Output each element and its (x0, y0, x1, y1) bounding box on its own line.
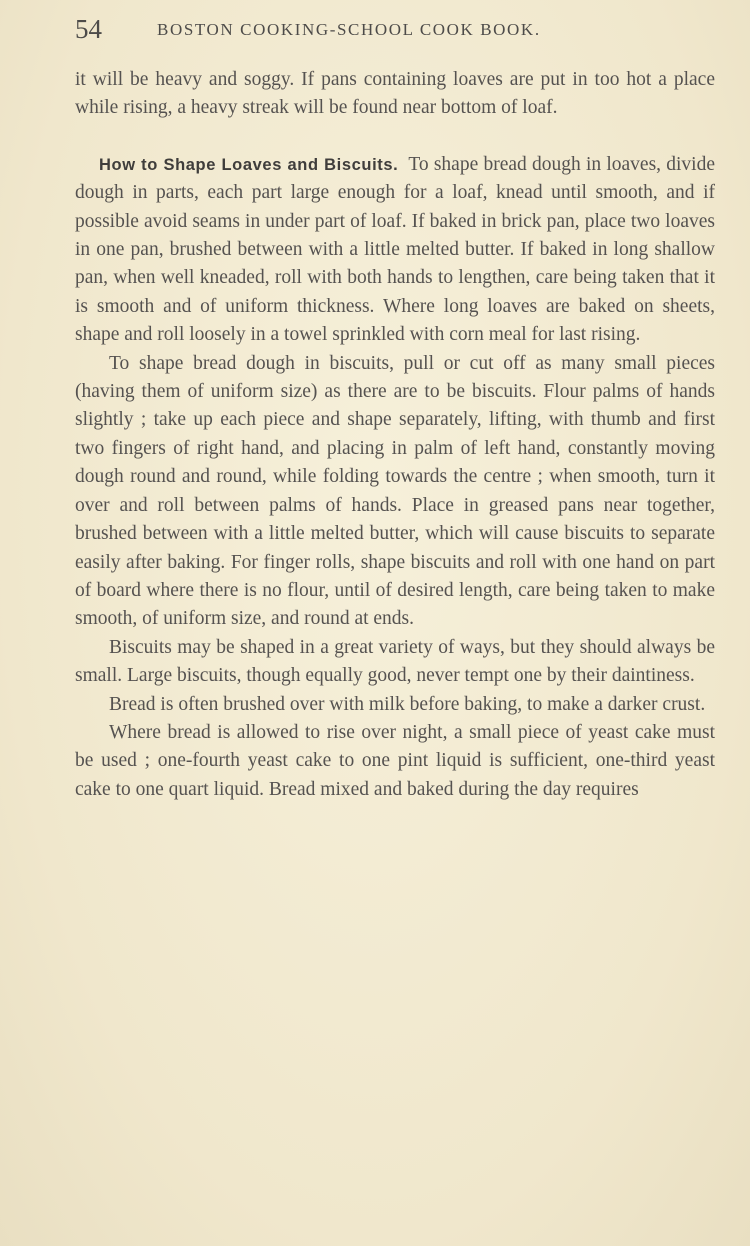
paragraph-rise-overnight: Where bread is allowed to rise over night, a small piece of yeast cake must be used ; one-fourth yeast cake to one pint liquid is sufficient, one-third yeast cake to one quart liquid. Bread mixed and baked during the day requires (75, 721, 715, 800)
paragraph-shape-loaves-text: To shape bread dough in loaves, divide dough in parts, each part large enough for a loaf, knead until smooth, and if possible avoid seams in under part of loaf. If baked in brick pan, place two loaves in one pan, brushed between with a little melted butter. If baked in long shallow pan, when well kneaded, roll with both hands to lengthen, care being taken that it is smooth and of uniform thickness. Where long loaves are baked on sheets, shape and roll loosely in a towel sprinkled with corn meal for last rising. (75, 153, 715, 346)
running-head: BOSTON COOKING-SCHOOL COOK BOOK. (157, 20, 541, 39)
paragraph-shape-loaves (75, 151, 715, 350)
section-heading: How to Shape Loaves and Biscuits. (99, 155, 399, 174)
page-header (75, 14, 615, 48)
paragraph-darker-crust: Bread is often brushed over with milk before baking, to make a darker crust. (109, 693, 706, 715)
page-number: 54 (75, 14, 102, 44)
paragraph-biscuit-variety: Biscuits may be shaped in a great variety of ways, but they should always be small. Large biscuits, though equally good, never tempt one by their daintiness. (75, 636, 715, 687)
paragraph-continued: it will be heavy and soggy. If pans containing loaves are put in too hot a place while rising, a heavy streak will be found near bottom of loaf. (75, 69, 715, 119)
section-gap (75, 123, 715, 151)
page-body (75, 66, 715, 804)
paragraph-shape-biscuits: To shape bread dough in biscuits, pull or cut off as many small pieces (having them of uniform size) as there are to be biscuits. Flour palms of hands slightly ; take up each piece and shape separately, lifting, with thumb and first two fingers of right hand, and placing in palm of left hand, constantly moving dough round and round, while folding towards the centre ; when smooth, turn it over and roll between palms of hands. Place in greased pans near together, brushed between with a little melted butter, which will cause biscuits to separate easily after baking. For finger rolls, shape biscuits and roll with one hand on part of board where there is no flour, until of desired length, care being taken to make smooth, of uniform size, and round at ends. (75, 352, 715, 630)
